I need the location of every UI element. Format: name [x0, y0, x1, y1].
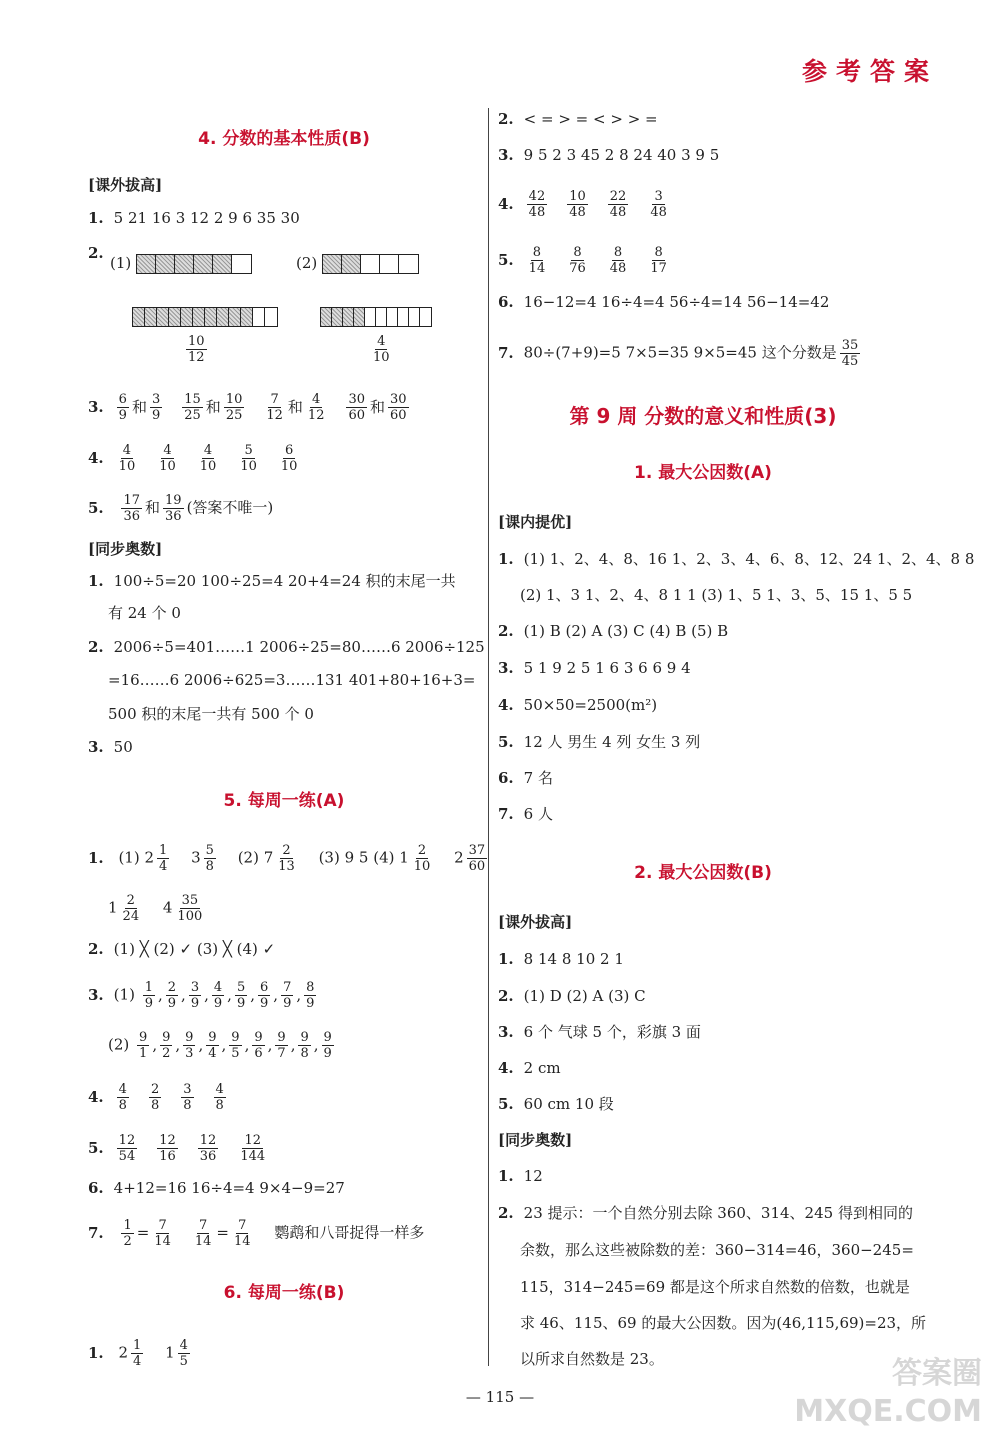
- fraction: $\frac{6}{10}$: [280, 443, 298, 474]
- fraction: [121, 493, 142, 524]
- section-title: 6. 每周一练(B): [223, 1283, 345, 1303]
- answer-text: 12 人 男生 4 列 女生 3 列: [523, 733, 701, 751]
- answer-text: 2: [454, 848, 464, 867]
- section-tag: [同步奥数]: [498, 1131, 573, 1149]
- fraction: [163, 493, 184, 524]
- answer-line: 余数，那么这些被除数的差：360−314=46，360−245=: [520, 1241, 914, 1259]
- answer-line: 1. 5 21 16 3 12 2 9 6 35 30: [88, 209, 300, 227]
- answer-line: 7. 80÷(7+9)=5 7×5=35 9×5=45 这个分数是 $\frac{35}{45}$: [498, 338, 859, 369]
- answer-line: 2. (1) D (2) A (3) C: [498, 987, 646, 1005]
- answer-line: 2. 23 提示：一个自然分别去除 360、314、245 得到相同的: [498, 1204, 913, 1222]
- numerator: 35: [841, 338, 859, 353]
- fraction: $\frac{5}{10}$: [240, 443, 257, 474]
- fraction: $\frac{4}{10}$: [199, 443, 217, 474]
- answer-line: 6. 7 名: [498, 769, 553, 787]
- answer-text: 8 14 8 10 2 1: [523, 950, 624, 968]
- fraction: $\frac{8}{14}$: [528, 245, 546, 276]
- box-diagram-2: [296, 254, 419, 274]
- fraction: $\frac{4}{12}$: [307, 392, 325, 423]
- fraction: $\frac{8}{76}$: [569, 245, 586, 276]
- answer-line: 2. < = > = < > > =: [498, 110, 658, 128]
- box-diagram-1: [110, 254, 252, 274]
- answer-text: 7 名: [523, 769, 553, 787]
- numerator: 17: [123, 493, 140, 508]
- answer-text: 23 提示：一个自然分别去除 360、314、245 得到相同的: [523, 1204, 913, 1222]
- fraction: $\frac{35}{100}$: [177, 893, 203, 924]
- page-number: — 115 —: [465, 1388, 535, 1406]
- answer-line: 5. 60 cm 10 段: [498, 1095, 614, 1113]
- answer-line: 5. $\frac{12}{54}$ $\frac{12}{16}$ $\frac{12}{36}$ $\frac{12}{144}$: [88, 1133, 270, 1164]
- fraction: $\frac{8}{48}$: [609, 245, 627, 276]
- fraction: $\frac{3}{9}$: [151, 392, 161, 423]
- fraction: $\frac{42}{48}$: [528, 189, 546, 220]
- fraction: $\frac{12}{16}$: [159, 1133, 176, 1164]
- fraction: $\frac{37}{60}$: [468, 843, 486, 874]
- section-tag: [课外拔高]: [498, 913, 573, 931]
- answer-line: 2.: [88, 244, 104, 262]
- fraction: [840, 338, 861, 369]
- answer-text: 2006÷5=401……1 2006÷25=80……6 2006÷125: [113, 638, 485, 656]
- answer-text: 6 人: [523, 805, 553, 823]
- answer-text: 2: [118, 1343, 128, 1362]
- section-title: 4. 分数的基本性质(B): [198, 129, 370, 149]
- answer-line: [108, 893, 207, 924]
- fraction: $\frac{15}{25}$: [184, 392, 201, 423]
- fraction-seq: $\frac{1}{9}$ , $\frac{2}{9}$ , $\frac{3}{9}$ , $\frac{4}{9}$ , $\frac{5}{9}$ , $\frac{6}{9}$ , $\frac{7}{9}$ , $\frac{8}{9}$: [144, 980, 315, 1011]
- answer-line: 3. 5 1 9 2 5 1 6 3 6 6 9 4: [498, 659, 691, 677]
- answer-line: 1. (1) 2 $\frac{1}{4}$ 3 $\frac{5}{8}$ (2) 7 $\frac{2}{13}$ (3) 9 5 (4) 1 $\frac{2}{10}$ 2 $\frac{37}{60}$: [88, 843, 486, 874]
- fraction: $\frac{12}{54}$: [118, 1133, 136, 1164]
- fraction: $\frac{30}{60}$: [348, 392, 366, 423]
- answer-line: =16……6 2006÷625=3……131 401+80+16+3=: [108, 671, 476, 689]
- section-tag: [课外拔高]: [88, 176, 163, 194]
- fraction: $\frac{6}{9}$: [118, 392, 127, 423]
- answer-line: 7. $\frac{1}{2}$ = $\frac{7}{14}$ $\frac{7}{14}$ = $\frac{7}{14}$ 鹦鹉和八哥捉得一样多: [88, 1218, 425, 1249]
- answer-line: 1. 12: [498, 1167, 543, 1185]
- sub-label: (1): [110, 254, 132, 272]
- fraction: $\frac{10}{25}$: [225, 392, 243, 423]
- section-title: 2. 最大公因数(B): [634, 863, 772, 883]
- fraction-list: [114, 443, 303, 474]
- connector: 和: [145, 498, 161, 517]
- answer-line: 5. 12 人 男生 4 列 女生 3 列: [498, 733, 701, 751]
- connector: 和: [205, 397, 221, 416]
- shaded-boxes: [136, 254, 252, 274]
- answer-line: 4. $\frac{4}{8}$ $\frac{2}{8}$ $\frac{3}{8}$ $\frac{4}{8}$: [88, 1082, 229, 1113]
- answer-line: 求 46、115、69 的最大公因数。因为(46,115,69)=23，所: [520, 1314, 927, 1332]
- connector: 和: [370, 397, 386, 416]
- answer-text: (2) 7: [237, 848, 274, 867]
- connector: 和: [287, 397, 303, 416]
- fraction: $\frac{1}{4}$: [159, 843, 168, 874]
- answer-line: 500 积的末尾一共有 500 个 0: [108, 705, 314, 723]
- answer-line: 1. (1) 1、2、4、8、16 1、2、3、4、6、8、12、24 1、2、4、8 8: [498, 550, 975, 568]
- answer-line: 4. $\frac{42}{48}$ $\frac{10}{48}$ $\frac{22}{48}$ $\frac{3}{48}$: [498, 189, 672, 220]
- watermark-logo: [794, 1355, 982, 1431]
- fraction: $\frac{3}{48}$: [650, 189, 667, 220]
- answer-line: 4. 50×50=2500(m²): [498, 696, 658, 714]
- answer-line: 7. 6 人: [498, 805, 553, 823]
- fraction: $\frac{3}{8}$: [183, 1082, 192, 1113]
- answer-text: 12: [523, 1167, 543, 1185]
- fraction: $\frac{10}{48}$: [569, 189, 586, 220]
- fraction: $\frac{4}{10}$: [118, 443, 136, 474]
- answer-text: (1) 2: [118, 848, 155, 867]
- answer-text: 6 个 气球 5 个，彩旗 3 面: [523, 1023, 701, 1041]
- answer-line: [108, 1030, 337, 1061]
- fraction: $\frac{22}{48}$: [609, 189, 627, 220]
- denominator: 36: [123, 509, 140, 524]
- section-title: 1. 最大公因数(A): [634, 463, 772, 483]
- section-tag: [同步奥数]: [88, 540, 163, 558]
- answer-line: 4. 2 cm: [498, 1059, 561, 1077]
- fraction: $\frac{12}{144}$: [240, 1133, 266, 1164]
- denominator: 10: [373, 350, 390, 365]
- denominator: 36: [165, 509, 182, 524]
- fraction: [368, 334, 395, 365]
- answer-line: 3. 6 个 气球 5 个，彩旗 3 面: [498, 1023, 701, 1041]
- shaded-boxes: [320, 307, 432, 327]
- denominator: 45: [841, 354, 859, 369]
- fraction: $\frac{7}{12}$: [266, 392, 283, 423]
- answer-line: 6. 16−12=4 16÷4=4 56÷4=14 56−14=42: [498, 293, 830, 311]
- fraction: $\frac{12}{36}$: [199, 1133, 217, 1164]
- answer-text: 80÷(7+9)=5 7×5=35 9×5=45 这个分数是: [523, 343, 837, 362]
- sub-label: (2): [296, 254, 318, 272]
- fraction-list: [114, 392, 412, 423]
- answer-line: 2. (1) B (2) A (3) C (4) B (5) B: [498, 622, 729, 640]
- numerator: 19: [165, 493, 182, 508]
- box-diagram-4: [320, 307, 432, 327]
- denominator: 12: [188, 350, 205, 365]
- answer-line: 5. $\frac{8}{14}$ $\frac{8}{76}$ $\frac{8}{48}$ $\frac{8}{17}$: [498, 245, 672, 276]
- fraction: $\frac{2}{8}$: [150, 1082, 160, 1113]
- answer-text: 100÷5=20 100÷25=4 20+4=24 积的末尾一共: [113, 572, 456, 590]
- answer-text: 50×50=2500(m²): [523, 696, 658, 714]
- fraction: $\frac{30}{60}$: [390, 392, 407, 423]
- answer-line: 3. (1) $\frac{1}{9}$ , $\frac{2}{9}$ , $\frac{3}{9}$ , $\frac{4}{9}$ , $\frac{5}{9}$ , $\frac{6}{9}$ , $\frac{7}{9}$ , $\frac{8}{9}$: [88, 980, 319, 1011]
- answer-text: 1: [108, 898, 118, 917]
- answer-text: 4: [162, 898, 173, 917]
- connector: 和: [131, 397, 147, 416]
- answer-line: 3. 9 5 2 3 45 2 8 24 40 3 9 5: [498, 146, 720, 164]
- fraction: $\frac{4}{8}$: [118, 1082, 127, 1113]
- week-title: 第 9 周 分数的意义和性质(3): [569, 404, 837, 428]
- fraction: $\frac{4}{8}$: [215, 1082, 224, 1113]
- section-tag: [课内提优]: [498, 513, 573, 531]
- numerator: 10: [188, 334, 205, 349]
- answer-line: 1. 8 14 8 10 2 1: [498, 950, 624, 968]
- answer-line: 1. 2 $\frac{1}{4}$ 1 $\frac{4}{5}$: [88, 1338, 188, 1369]
- answer-text: 5 1 9 2 5 1 6 3 6 6 9 4: [523, 659, 691, 677]
- answer-text: 16−12=4 16÷4=4 56÷4=14 56−14=42: [523, 293, 830, 311]
- shaded-boxes: [322, 254, 419, 274]
- answer-line: 1. 100÷5=20 100÷25=4 20+4=24 积的末尾一共: [88, 572, 456, 590]
- answer-line: (2) 1、3 1、2、4、8 1 1 (3) 1、5 1、3、5、15 1、5 5: [520, 586, 913, 604]
- column-divider: [488, 108, 489, 1366]
- answer-line: 4. $\frac{4}{10}$ $\frac{4}{10}$ $\frac{4}{10}$ $\frac{5}{10}$ $\frac{6}{10}$: [88, 443, 302, 474]
- answer-text: 1: [165, 1343, 175, 1362]
- shaded-boxes: [132, 307, 278, 327]
- answer-text: (1) D (2) A (3) C: [523, 987, 646, 1005]
- answer-text: (1) B (2) A (3) C (4) B (5) B: [523, 622, 729, 640]
- answer-text: 60 cm 10 段: [523, 1095, 614, 1113]
- answer-text: 9 5 2 3 45 2 8 24 40 3 9 5: [523, 146, 720, 164]
- fraction: $\frac{2}{13}$: [278, 843, 295, 874]
- answer-text: (1) 1、2、4、8、16 1、2、3、4、6、8、12、24 1、2、4、8 8: [523, 550, 975, 568]
- sub-label: (2): [108, 1035, 130, 1054]
- answer-text: 鹦鹉和八哥捉得一样多: [274, 1223, 425, 1242]
- answer-text: < = > = < > > =: [523, 110, 658, 128]
- fraction: $\frac{8}{17}$: [650, 245, 667, 276]
- answer-text: 5 21 16 3 12 2 9 6 35 30: [113, 209, 300, 227]
- answer-line: 以所求自然数是 23。: [520, 1350, 664, 1368]
- note: (答案不唯一): [186, 498, 274, 517]
- fraction: $\frac{5}{8}$: [205, 843, 214, 874]
- answer-line: 2. 2006÷5=401……1 2006÷25=80……6 2006÷125: [88, 638, 485, 656]
- watermark-url: MXQE.COM: [794, 1394, 982, 1429]
- fraction: [183, 334, 210, 365]
- answer-text: 3: [191, 848, 201, 867]
- watermark-text: 答案圈: [892, 1356, 982, 1391]
- fraction: $\frac{4}{10}$: [159, 443, 176, 474]
- numerator: 4: [377, 334, 386, 349]
- page-header-title: 参考答案: [801, 57, 938, 86]
- answer-text: 4+12=16 16÷4=4 9×4−9=27: [113, 1179, 345, 1197]
- section-title: 5. 每周一练(A): [223, 791, 345, 811]
- answer-line: 3. $\frac{6}{9}$ 和 $\frac{3}{9}$ $\frac{15}{25}$ 和 $\frac{10}{25}$ $\frac{7}{12}$ 和 $\frac{4}{12}$ $\frac{30}{60}$ 和 $\frac{30}{60}$: [88, 392, 412, 423]
- answer-text: 50: [113, 738, 133, 756]
- answer-line: 有 24 个 0: [108, 604, 181, 622]
- fraction: $\frac{2}{24}$: [122, 893, 140, 924]
- fraction: $\frac{2}{10}$: [413, 843, 431, 874]
- answer-line: 3. 50: [88, 738, 133, 756]
- fraction-seq: $\frac{9}{1}$ , $\frac{9}{2}$ , $\frac{9}{3}$ , $\frac{9}{4}$ , $\frac{9}{5}$ , $\frac{9}{6}$ , $\frac{9}{7}$ , $\frac{9}{8}$ , $\frac{9}{9}$: [139, 1030, 332, 1061]
- answer-line: 115，314−245=69 都是这个所求自然数的倍数，也就是: [520, 1278, 910, 1296]
- answer-line: 5. $\frac{17}{36}$ 和 $\frac{19}{36}$ (答案不唯一): [88, 493, 274, 524]
- answer-line: 6. 4+12=16 16÷4=4 9×4−9=27: [88, 1179, 345, 1197]
- answer-text: 2 cm: [523, 1059, 561, 1077]
- answer-text: (1) ╳ (2) ✓ (3) ╳ (4) ✓: [113, 940, 276, 958]
- box-diagram-3: [132, 307, 278, 327]
- answer-line: 2. (1) ╳ (2) ✓ (3) ╳ (4) ✓: [88, 940, 276, 958]
- answer-text: (3) 9 5 (4) 1: [318, 848, 409, 867]
- sub-label: (1): [113, 985, 135, 1004]
